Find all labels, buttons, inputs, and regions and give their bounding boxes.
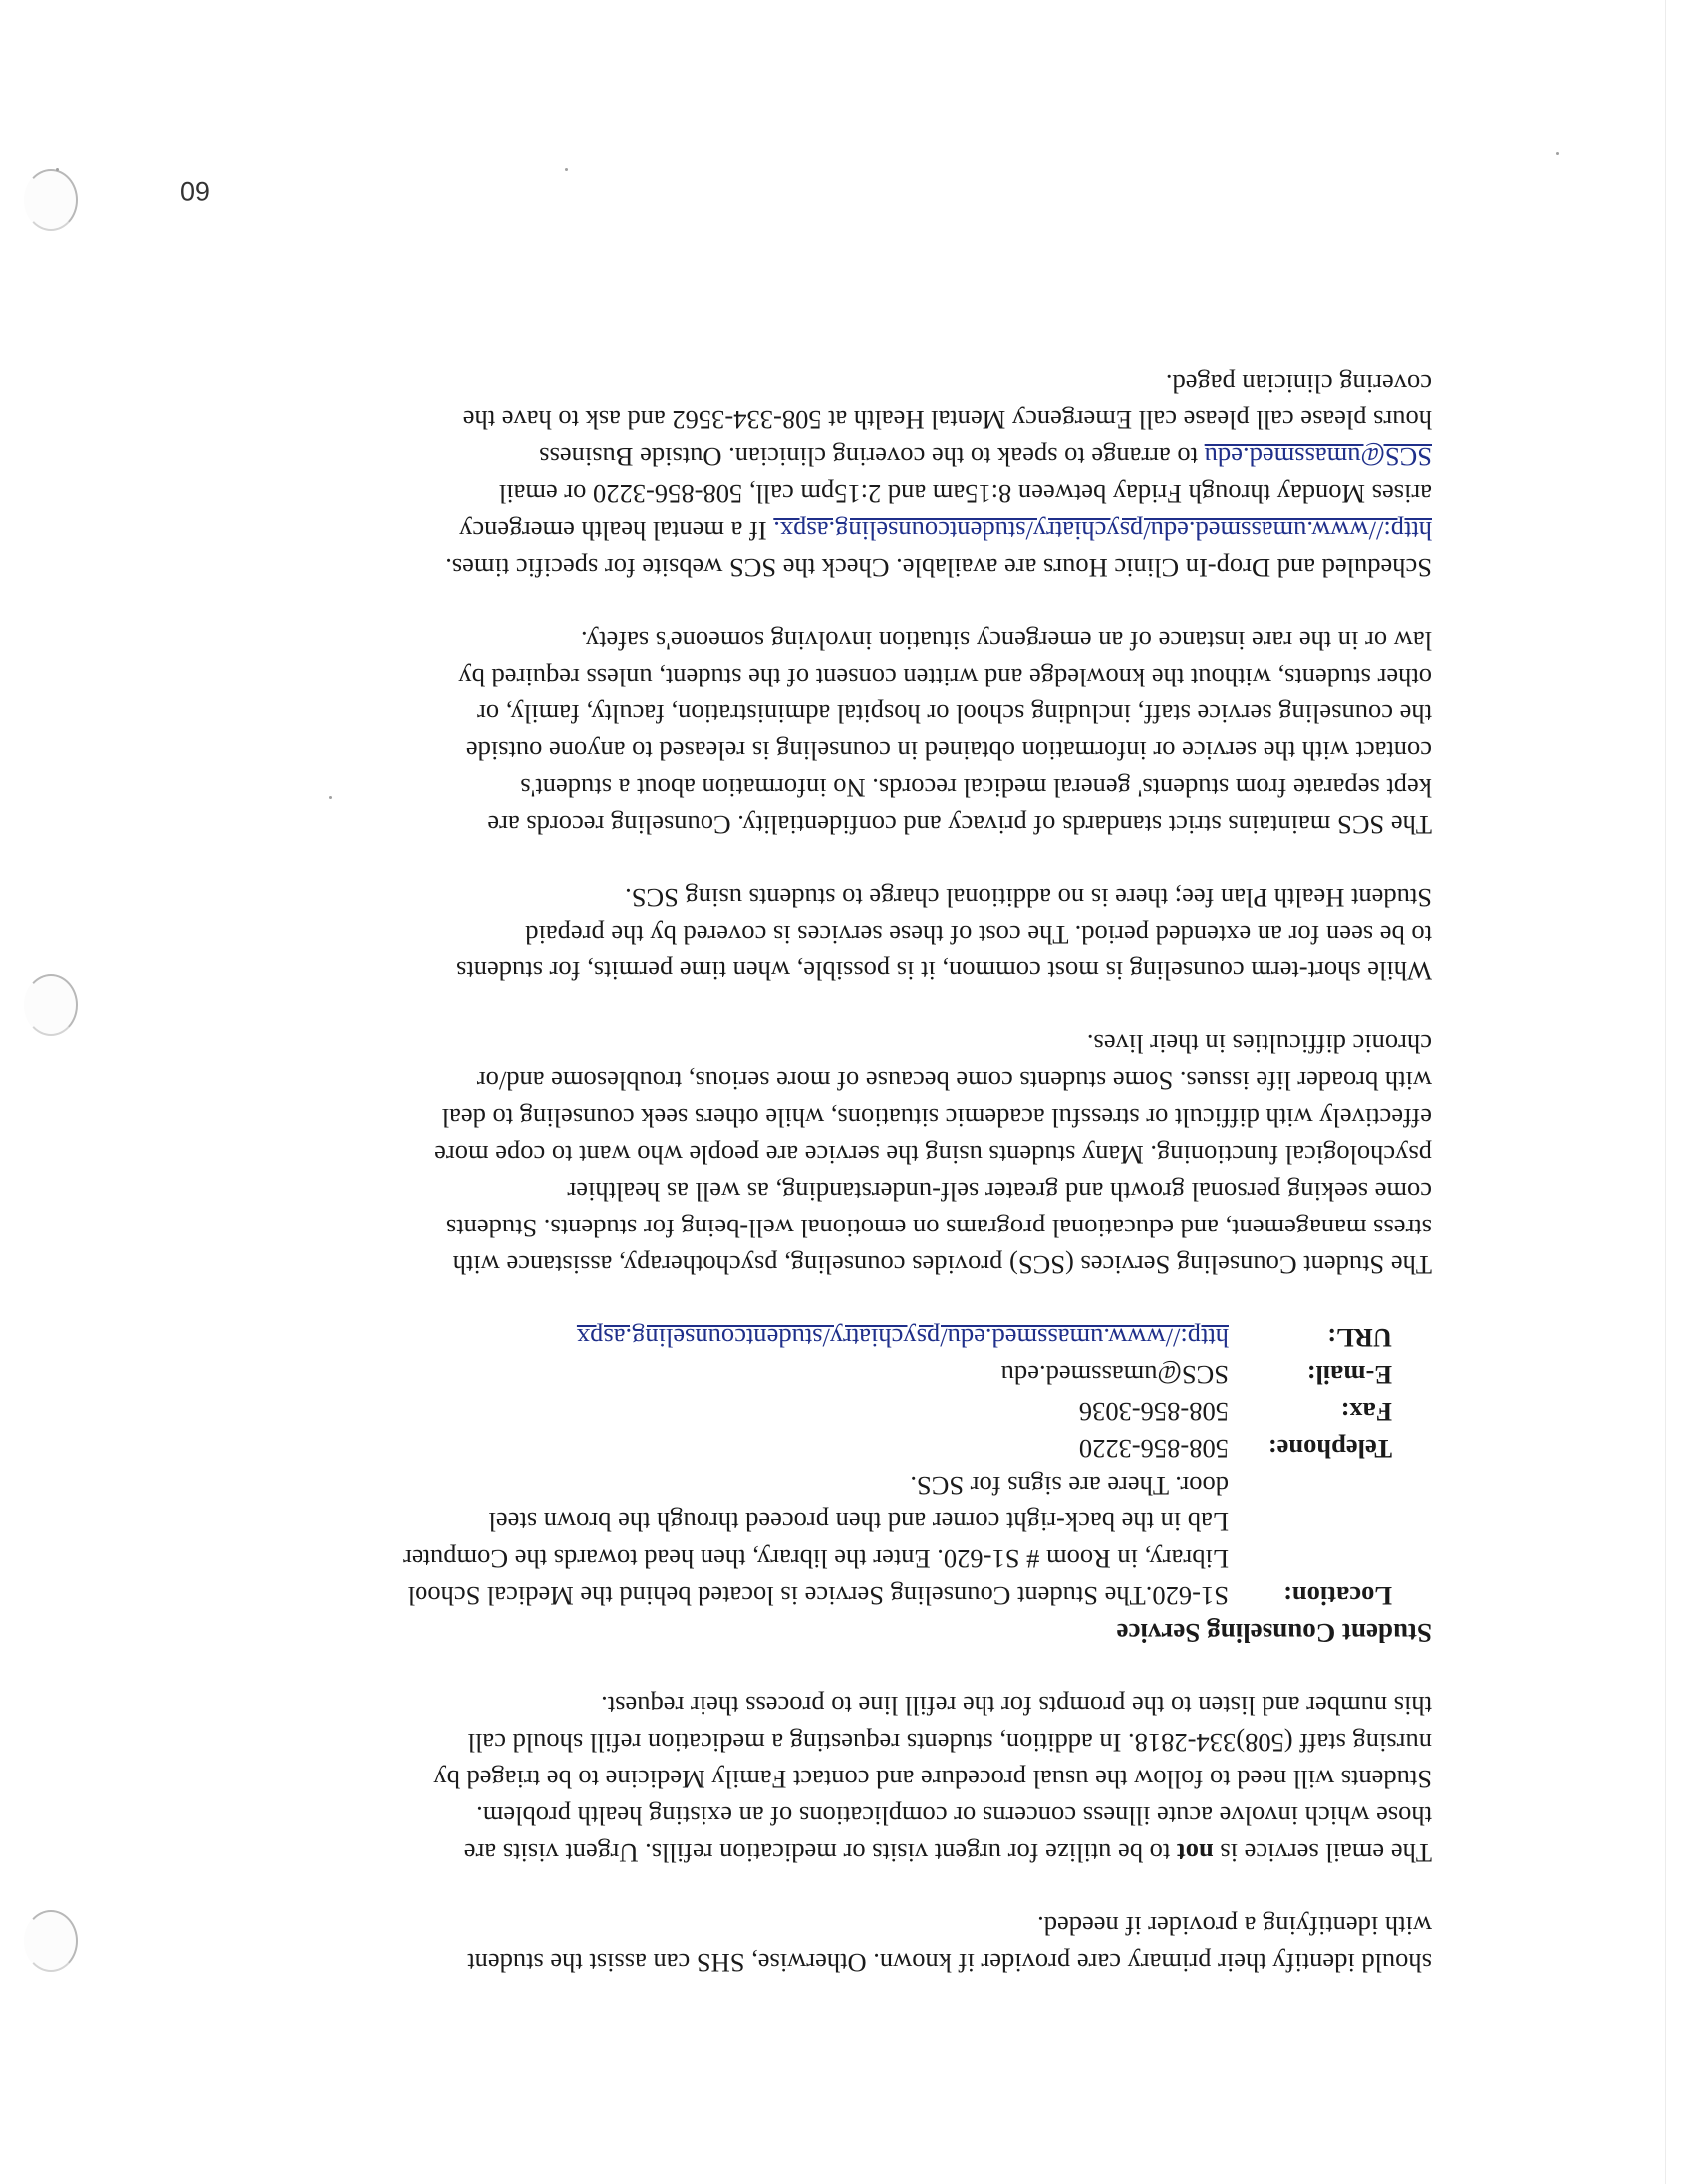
paragraph-line [236,512,1432,549]
paragraph-line: kept separate from students' general medical records. No information about a student's [520,773,1432,803]
paragraph-line: the counseling service staff, including school or hospital administration, faculty, family, or [477,699,1432,729]
page-edge-line [1665,0,1666,2184]
paragraph-line: law or in the rare instance of an emergency situation involving someone's safety. [581,626,1432,656]
paragraph-line: While short-term counseling is most common, it is possible, when time permits, for students [456,956,1432,986]
paragraph-line: arises Monday through Friday between 8:15am and 2:15pm call, 508-856-3220 or email [498,479,1432,509]
scan-speck [1556,152,1559,155]
location-label: Location: [1283,1581,1392,1611]
counseling-url-link[interactable]: http://www.umassmed.edu/psychiatry/studentcounseling.aspx [576,1323,1229,1353]
location-line: Library, in Room # S1-620. Enter the library, then head towards the Computer [403,1544,1229,1574]
email-row [292,1356,1432,1393]
document-body [236,365,1432,1981]
telephone-value: 508-856-3220 [1078,1434,1229,1464]
paragraph-line: with broader life issues. Some students come because of more serious, troublesome and/or [476,1066,1432,1096]
location-line: S1-620.The Student Counseling Service is located behind the Medical School [407,1581,1229,1611]
email-para-bold: not [1176,1838,1214,1868]
binder-hole-bottom [24,169,78,231]
paragraph-line: to be seen for an extended period. The cost of these services is covered by the prepaid [525,920,1432,950]
clinic-hours-paragraph [236,365,1432,586]
paragraph-line: chronic difficulties in their lives. [1086,1029,1432,1059]
email-service-paragraph [236,1687,1432,1871]
short-term-counseling-paragraph [236,879,1432,989]
location-value [292,1467,1243,1614]
email-para-text: to be utilize for urgent visits or medication refills. Urgent visits are [463,1838,1177,1868]
scan-speck [565,168,568,171]
email-para-line: nursing staff (508)334-2818. In addition, students requesting a medication refill should call [467,1728,1432,1758]
email-label: E-mail: [1306,1360,1392,1390]
fax-value: 508-856-3036 [1078,1397,1229,1427]
url-row [292,1319,1432,1356]
binder-hole-top [24,1910,78,1972]
paragraph-line: Scheduled and Drop-In Clinic Hours are available. Check the SCS website for specific times. [445,553,1432,583]
location-line: Lab in the back-right corner and then proceed through the brown steel [488,1507,1229,1537]
binder-hole-middle [24,974,78,1036]
paragraph-line: The Student Counseling Services (SCS) provides counseling, psychotherapy, assistance with [452,1250,1432,1280]
paragraph-text: to arrange to speak to the covering clinician. Outside Business [539,442,1205,472]
section-title: Student Counseling Service [1116,1618,1432,1648]
paragraph-line: covering clinician paged. [1165,369,1432,399]
paragraph-line: Student Health Plan fee; there is no additional charge to students using SCS. [625,883,1432,913]
email-para-text: The email service is [1213,1838,1432,1868]
continuation-line: should identify their primary care provider if known. Otherwise, SHS can assist the student [467,1948,1432,1978]
counseling-website-link[interactable]: http://www.umassmed.edu/psychiatry/studentcounseling.aspx. [773,516,1432,546]
scan-speck [56,168,59,171]
paragraph-text: If a mental health emergency [459,516,774,546]
continuation-line: with identifying a provider if needed. [1037,1911,1432,1941]
paragraph-line: come seeking personal growth and greater self-understanding, as well as healthier [567,1177,1432,1207]
fax-label: Fax: [1340,1397,1392,1427]
scs-intro-paragraph [236,1025,1432,1283]
paragraph-line: contact with the service or information obtained in counseling is released to anyone outside [465,736,1432,766]
paragraph-line: psychological functioning. Many students using the service are people who want to cope more [434,1140,1432,1170]
email-value: SCS@umassmed.edu [1000,1360,1229,1390]
paragraph-line: stress management, and educational programs on emotional well-being for students. Students [445,1214,1432,1243]
scs-email-link[interactable]: SCS@umassmed.edu [1204,442,1432,472]
telephone-label: Telephone: [1267,1434,1392,1464]
paragraph-line: hours please call please call Emergency Mental Health at 508-334-3562 and ask to have the [462,406,1432,435]
location-line: door. There are signs for SCS. [910,1471,1229,1501]
url-label: URL: [1327,1323,1392,1353]
paragraph-line: effectively with difficult or stressful academic situations, while others seek counseling to deal [441,1103,1432,1133]
paragraph-line: The SCS maintains strict standards of privacy and confidentiality. Counseling records are [487,810,1432,840]
telephone-row [292,1430,1432,1467]
privacy-paragraph [236,622,1432,843]
email-para-line [236,1834,1432,1871]
paragraph-line: other students, without the knowledge and written consent of the student, unless required by [458,663,1432,692]
page-number: 60 [179,176,210,206]
contact-info-table [292,1319,1432,1614]
paragraph-line [236,438,1432,475]
email-para-line: this number and listen to the prompts for the refill line to process their request. [601,1691,1432,1721]
email-para-line: those which involve acute illness concerns or complications of an existing health problem. [476,1801,1432,1831]
fax-row [292,1393,1432,1430]
email-para-line: Students will need to follow the usual procedure and contact Family Medicine to be triaged by [433,1765,1432,1794]
location-row [292,1467,1432,1614]
